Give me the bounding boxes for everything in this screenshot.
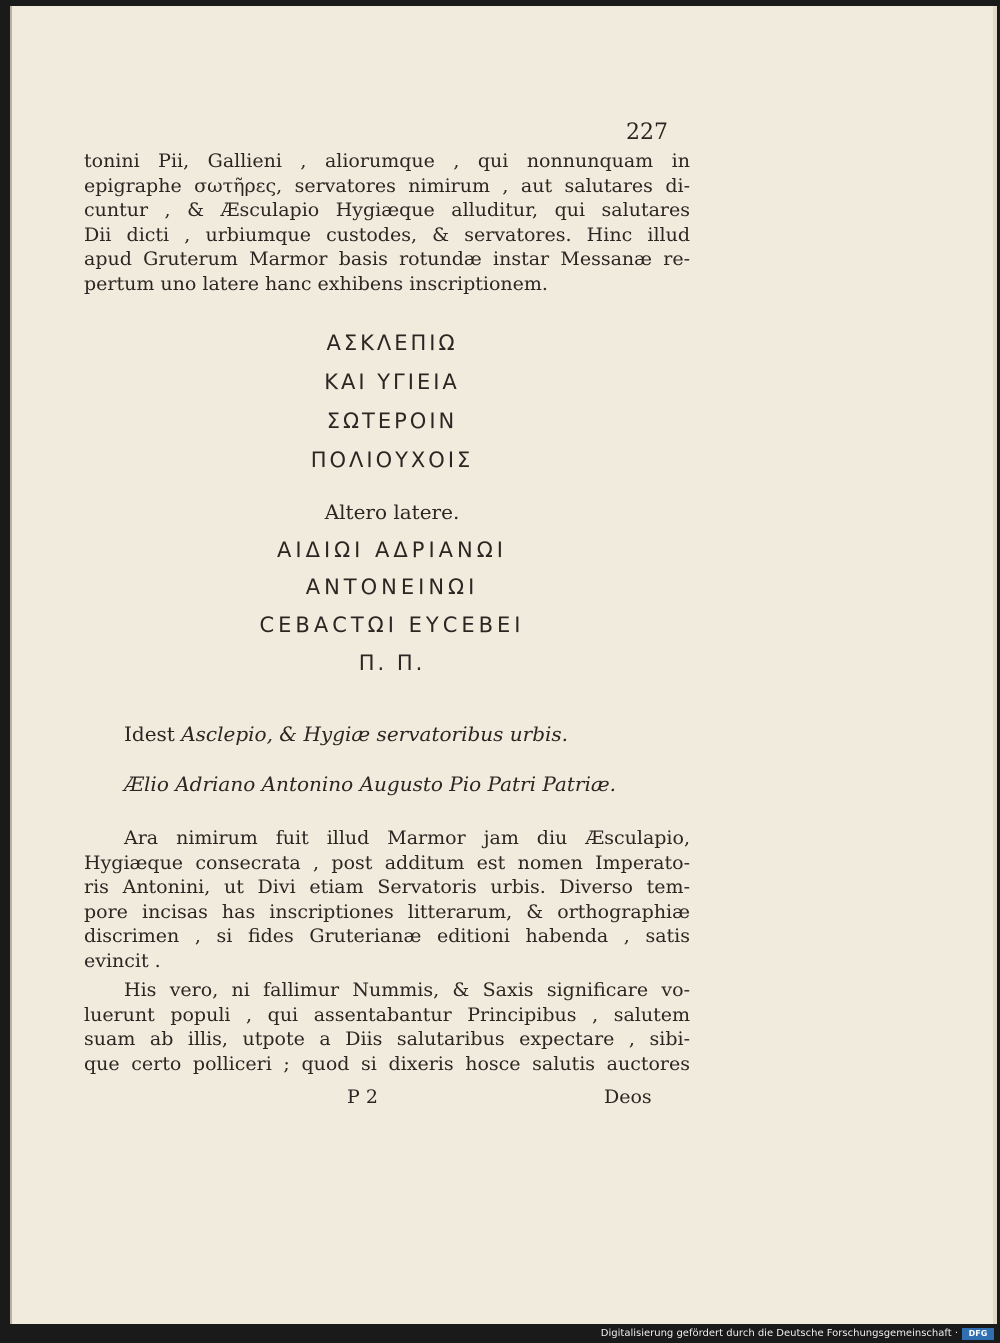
inscription2-line: Π. Π. bbox=[358, 651, 426, 675]
inscription1-line: ΠΟΛΙΟΥΧΟΙΣ bbox=[310, 448, 474, 472]
book-page bbox=[10, 6, 997, 1324]
text-line: epigraphe σωτῆρες, servatores nimirum , aut salutares di- bbox=[84, 174, 690, 197]
inscription1-line: ΚΑΙ ΥΓΙΕΙΑ bbox=[324, 370, 460, 394]
text-line: ris Antonini, ut Divi etiam Servatoris urbis. Diverso tem- bbox=[84, 876, 690, 898]
paragraph-3 bbox=[84, 978, 690, 1076]
catchword: Deos bbox=[604, 1086, 652, 1108]
dfg-logo: DFG bbox=[962, 1328, 994, 1340]
paragraph-2 bbox=[84, 826, 690, 973]
text-line: Dii dicti , urbiumque custodes, & servatores. Hinc illud bbox=[84, 223, 690, 246]
text-line: pertum uno latere hanc exhibens inscriptionem. bbox=[84, 272, 548, 295]
altero-latere: Altero latere. bbox=[324, 500, 460, 524]
signature-mark: P 2 bbox=[347, 1086, 378, 1108]
text-line: His vero, ni fallimur Nummis, & Saxis significare vo- bbox=[124, 979, 690, 1001]
aelio-line bbox=[124, 772, 616, 796]
aelio-translation: Ælio Adriano Antonino Augusto Pio Patri Patriæ. bbox=[124, 772, 617, 796]
text-line: apud Gruterum Marmor basis rotundæ instar Messanæ re- bbox=[84, 248, 690, 270]
inscription1-line: ΣΩΤΕΡΟΙΝ bbox=[326, 409, 458, 433]
text-line: pore incisas has inscriptiones litterarum, & orthographiæ bbox=[84, 900, 690, 923]
text-line: Hygiæque consecrata , post additum est nomen Imperato- bbox=[84, 851, 690, 874]
inscription2-line: ΑΝΤΟΝΕΙΝΩΙ bbox=[305, 575, 479, 599]
paragraph-1 bbox=[84, 149, 690, 296]
text-line: tonini Pii, Gallieni , aliorumque , qui nonnunquam in bbox=[84, 150, 690, 172]
inscription2-line: CΕΒΑCΤΩΙ ΕΥCΕΒΕΙ bbox=[259, 613, 525, 637]
inscription2-line: ΑΙΔΙΩΙ ΑΔΡΙΑΝΩΙ bbox=[277, 538, 507, 562]
text-line: Ara nimirum fuit illud Marmor jam diu Æsculapio, bbox=[124, 827, 690, 849]
idest-line bbox=[124, 722, 568, 746]
text-line: discrimen , si fides Gruterianæ editioni habenda , satis bbox=[84, 925, 690, 947]
inscription1-line: ΑΣΚΛΕΠΙΩ bbox=[326, 331, 458, 355]
footer-credit: Digitalisierung gefördert durch die Deutsche Forschungsgemeinschaft · bbox=[600, 1328, 958, 1339]
idest-prefix: Idest bbox=[124, 722, 175, 746]
idest-translation: Asclepio, & Hygiæ servatoribus urbis. bbox=[181, 722, 569, 746]
text-line: evincit . bbox=[84, 949, 161, 972]
text-line: que certo polliceri ; quod si dixeris hosce salutis auctores bbox=[84, 1052, 690, 1075]
text-line: suam ab illis, utpote a Diis salutaribus expectare , sibi- bbox=[84, 1028, 690, 1050]
text-line: cuntur , & Æsculapio Hygiæque alluditur, qui salutares bbox=[84, 199, 690, 221]
text-line: luerunt populi , qui assentabantur Principibus , salutem bbox=[84, 1003, 690, 1026]
page-number: 227 bbox=[626, 120, 668, 145]
